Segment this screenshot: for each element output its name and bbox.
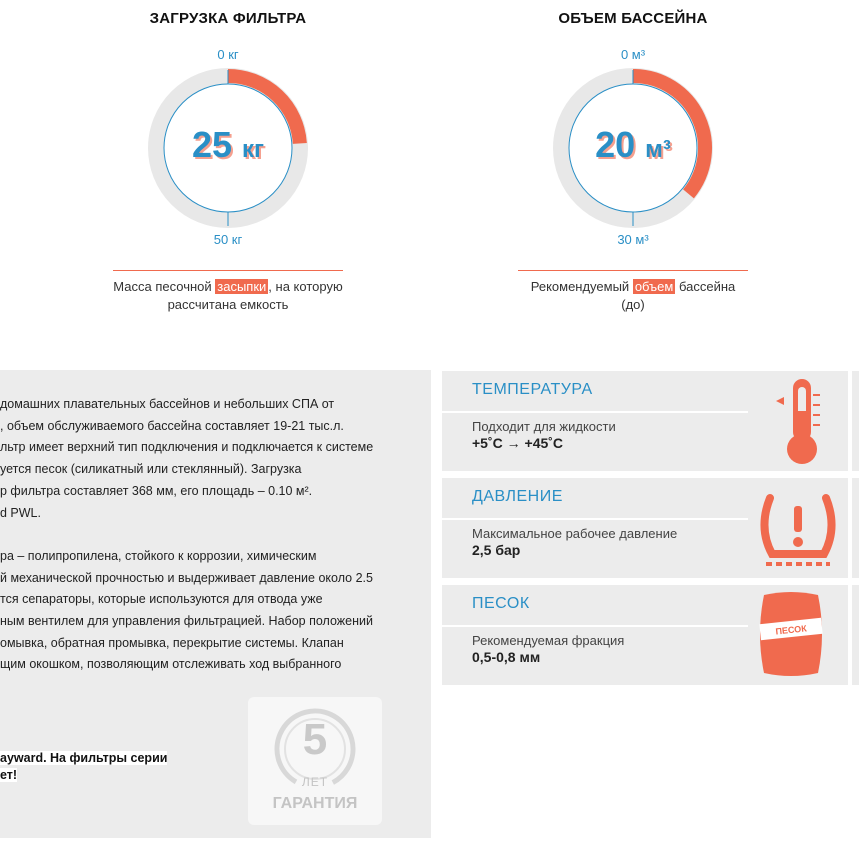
description-line: льтр имеет верхний тип подключения и подключается к системе xyxy=(0,440,374,455)
description-line xyxy=(0,524,431,546)
gauge-value xyxy=(518,124,748,166)
divider xyxy=(518,270,748,271)
warranty-word: ГАРАНТИЯ xyxy=(272,795,358,812)
caption-text: Рекомендуемый xyxy=(530,279,633,294)
gauge-value xyxy=(113,124,343,166)
gauge-unit: м³ xyxy=(645,136,671,163)
spec-title: ПЕСОК xyxy=(472,595,530,612)
warranty-badge xyxy=(248,697,382,825)
description-line: тся сепараторы, которые используются для отвода уже xyxy=(0,592,323,607)
caption-text-end: бассейна (до) xyxy=(621,279,736,312)
gauge-min-label: 0 м³ xyxy=(620,47,646,62)
description-line: , объем обслуживаемого бассейна составляет 19-21 тыс.л. xyxy=(0,418,344,433)
edge-strip xyxy=(852,585,859,685)
warranty-note xyxy=(0,750,167,784)
spec-value: 2,5 бар xyxy=(472,542,521,558)
gauge-number: 20 xyxy=(595,124,636,165)
caption-highlight: объем xyxy=(634,279,674,294)
gauge-caption xyxy=(518,278,748,314)
gauge-title: ЗАГРУЗКА ФИЛЬТРА xyxy=(149,10,307,27)
spec-divider xyxy=(442,625,748,627)
description-line: уется песок (силикатный или стеклянный). Загрузка xyxy=(0,462,302,477)
spec-label: Подходит для жидкости xyxy=(472,419,616,434)
caption-text-end: , на которую рассчитана емкость xyxy=(167,279,343,312)
gauge-title: ОБЪЕМ БАССЕЙНА xyxy=(558,10,708,27)
pressure-warning-icon xyxy=(756,484,840,574)
spec-title: ТЕМПЕРАТУРА xyxy=(472,381,593,398)
spec-label: Максимальное рабочее давление xyxy=(472,526,678,541)
spec-divider xyxy=(442,518,748,520)
description-line: омывка, обратная промывка, перекрытие системы. Клапан xyxy=(0,635,344,650)
spec-card-pressure xyxy=(442,478,848,578)
warranty-years: 5 xyxy=(302,715,328,764)
description-text xyxy=(0,394,431,676)
description-line: р фильтра составляет 368 мм, его площадь – 0.10 м². xyxy=(0,483,313,498)
gauge-max-label: 50 кг xyxy=(213,232,243,247)
gauge-number: 25 xyxy=(191,124,232,165)
description-line: щим окошком, позволяющим отслеживать ход выбранного xyxy=(0,657,342,672)
gauge-caption xyxy=(113,278,343,314)
thermometer-icon xyxy=(770,377,830,467)
description-line: домашних плавательных бассейнов и небольших СПА от xyxy=(0,397,335,411)
spec-title: ДАВЛЕНИЕ xyxy=(472,488,563,505)
divider xyxy=(113,270,343,271)
edge-strip xyxy=(852,478,859,578)
spec-card-sand xyxy=(442,585,848,685)
gauge-max-label: 30 м³ xyxy=(617,232,649,247)
description-line: d PWL. xyxy=(0,505,41,520)
description-line: ным вентилем для управления фильтрацией. Набор положений xyxy=(0,614,373,629)
warranty-years-word: ЛЕТ xyxy=(301,775,329,789)
spec-divider xyxy=(442,411,748,413)
caption-highlight: засыпки xyxy=(217,279,267,294)
spec-value: +5˚C → +45˚C xyxy=(472,435,564,451)
edge-strip xyxy=(852,371,859,471)
warranty-note-line2: ет! xyxy=(0,768,18,782)
caption-text: Масса песочной xyxy=(113,279,216,294)
sand-bag-label: ПЕСОК xyxy=(775,623,808,637)
warranty-note-line1: ayward. На фильтры серии xyxy=(0,751,168,765)
sand-bag-icon xyxy=(756,589,826,679)
description-line: й механической прочностью и выдерживает давление около 2.5 xyxy=(0,570,373,585)
spec-value: 0,5-0,8 мм xyxy=(472,649,541,665)
description-line: ра – полипропилена, стойкого к коррозии, химическим xyxy=(0,548,317,563)
gauge-unit: кг xyxy=(242,136,265,163)
spec-card-temperature xyxy=(442,371,848,471)
gauge-min-label: 0 кг xyxy=(217,47,239,62)
spec-label: Рекомендуемая фракция xyxy=(472,633,625,648)
